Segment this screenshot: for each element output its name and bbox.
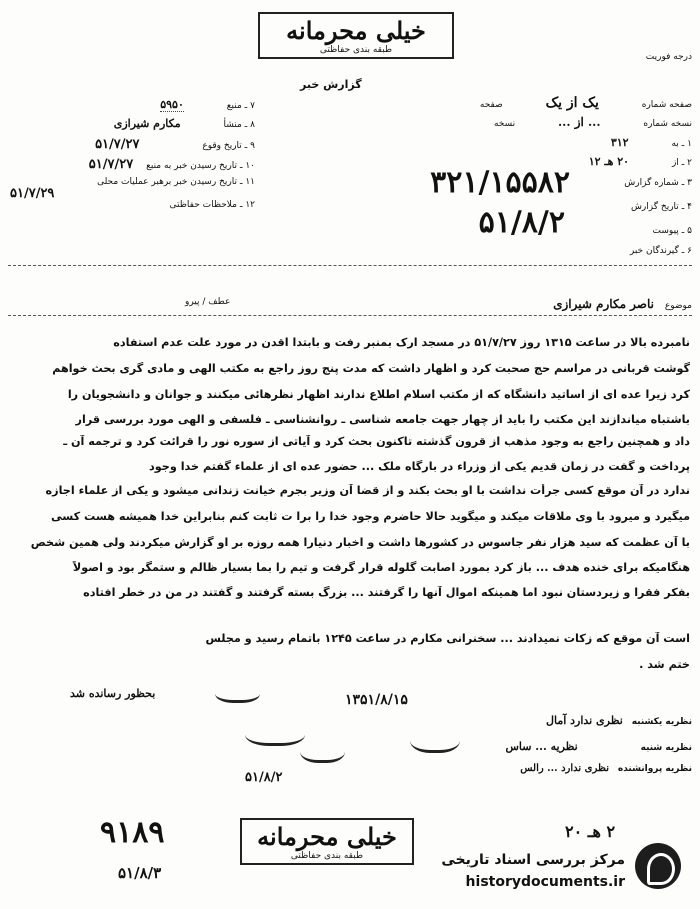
top-stamp-title: خیلی محرمانه — [286, 16, 426, 45]
archive-logo-icon — [635, 843, 681, 889]
opinion-row — [546, 714, 692, 727]
body-line: ختم شد . — [639, 658, 690, 671]
signature-2 — [300, 735, 345, 763]
bottom-classification-stamp — [240, 818, 414, 865]
handwritten-scribble — [215, 680, 260, 703]
report-date-value: ۵۱/۸/۲ — [478, 205, 565, 240]
reference-label: عطف / پیرو — [185, 297, 231, 307]
top-classification-stamp — [258, 12, 454, 59]
field-source-receipt-date — [89, 157, 255, 172]
body-line: ندارد در آن موقع کسی جرأت نداشت با او بحث بکند و از قضا آن وزیر بجرم خیانت زندانی میشود و یکی از علماء اجازه — [45, 484, 690, 497]
field-local-receipt-date — [97, 177, 255, 187]
field-value: ۲۰ هـ ۱۲ — [588, 155, 630, 168]
field-copy-number — [494, 115, 692, 129]
body-line: نامبرده بالا در ساعت ۱۳۱۵ روز ۵۱/۷/۲۷ در مسجد ارک بمنبر رفت و بابتدا اقدن در مورد علت عدم استفاده — [113, 336, 690, 349]
field-source — [160, 98, 255, 111]
field-occurrence-date — [95, 137, 255, 152]
opinion-row — [520, 763, 692, 774]
opinion-label: نظریه یکشنبه — [631, 717, 692, 727]
subject-divider — [8, 315, 692, 316]
field-suffix: نسخه — [493, 119, 516, 129]
field-label: ۶ ـ گیرندگان خبر — [629, 246, 692, 256]
field-label: ۱ ـ به — [671, 139, 692, 149]
body-line: داد و همچنین راجع به وجود مذهب از قرون گذشته تاکنون بحث کرد و آیاتی از سوره نور را قرائت کرد و ترجمه آن ـ — [63, 435, 690, 448]
opinion-label: نظریه شنبه — [640, 743, 692, 753]
field-label: ۱۲ ـ ملاحظات حفاظتی — [169, 200, 255, 210]
body-line: باشتباه میاندازند این مکتب را باید از چهار جهت جامعه شناسی ـ روانشناسی ـ فلسفی و الهی مورد بررسی قرار — [75, 413, 690, 426]
field-value: ۵۱/۷/۲۷ — [88, 157, 134, 172]
handwritten-date: ۱۳۵۱/۸/۱۵ — [345, 692, 408, 708]
field-label: ۷ ـ منبع — [226, 101, 255, 111]
watermark-name: مرکز بررسی اسناد تاریخی — [441, 852, 625, 868]
body-line: میگیرد و میرود با وی ملاقات میکند و میگوید حالا حاضرم وجود خدا را برا ت ثابت کنم بنابراین خدا همیشه هست کسی — [50, 510, 690, 523]
body-line: کرد زیرا عده ای از اساتید دانشگاه که از مکتب اسلام اطلاع ندارند اظهار نظرهائی میکنند و جوانان و دانشجویان را — [67, 388, 690, 401]
bottom-stamp-title: خیلی محرمانه — [257, 822, 397, 851]
body-line: است آن موقع که زکات نمیدادند ... سخنرانی مکارم در ساعت ۱۲۴۵ باتمام رسید و مجلس — [205, 632, 690, 645]
signature-3 — [410, 722, 460, 753]
field-label: ۸ ـ منشأ — [223, 120, 255, 130]
body-line: با آن عظمت که سید هزار نفر جاسوس در کشورها داشت و اخبار دنیارا همه روزه بر او گزارش میکردند ولی همین شخص — [30, 536, 690, 549]
field-recipients — [630, 246, 692, 256]
watermark-url: historydocuments.ir — [465, 874, 625, 890]
field-page-number — [480, 95, 692, 111]
field-security-notes — [170, 200, 255, 210]
field-value: ۵۱/۷/۲۷ — [95, 137, 140, 152]
body-line: پرداخت و گفت در زمان قدیم یکی از وزراء در بارگاه ملک ... حضور عده ای از علماء گفتم خدا وجود — [149, 460, 690, 473]
opinion-row — [505, 740, 692, 753]
bottom-code: ۲ هـ ۲۰ — [565, 822, 616, 841]
priority-label: درجه فوریت — [645, 52, 692, 62]
field-value: مکارم شیرازی — [113, 117, 181, 130]
opinion-value: نظری ندارد آمال — [546, 714, 623, 727]
field-report-date — [631, 202, 692, 212]
opinion-value: نظریه ... ساس — [505, 740, 578, 753]
field-value: ... از ... — [557, 115, 601, 129]
signature-1 — [245, 718, 305, 746]
report-title: گزارش خبر — [300, 78, 362, 91]
signature-date: ۵۱/۸/۲ — [245, 770, 283, 785]
field-report-number — [624, 178, 692, 188]
field-to — [611, 136, 692, 149]
field-label: نسخه شماره — [643, 119, 692, 129]
body-line: گوشت قربانی در مراسم حج صحبت کرد و اظهار داشت که مدت پنج روز راجع به مکتب الهی و مادی گری بحث خواهم — [52, 362, 690, 375]
handwritten-note: بحظور رسانده شد — [70, 687, 156, 700]
field-from — [589, 155, 692, 168]
body-line: هنگامیکه برای خنده هدف ... باز کرد بمورد اصابت گلوله قرار گرفت و تیم را بما بسیار ظالم و ستمگر بود و اصولاً — [72, 561, 690, 574]
field-origin — [114, 117, 255, 130]
field-label: ۱۰ ـ تاریخ رسیدن خبر به منبع — [146, 161, 255, 171]
field-label: ۵ ـ پیوست — [652, 226, 692, 236]
field-label: ۴ ـ تاریخ گزارش — [630, 202, 692, 212]
field-label: ۹ ـ تاریخ وقوع — [202, 141, 255, 151]
field-value: یک از یک — [545, 95, 599, 111]
local-receipt-date-value: ۵۱/۷/۲۹ — [10, 186, 55, 201]
bottom-stamp-subtitle: طبقه بندی حفاظتی — [290, 851, 364, 861]
field-label: صفحه شماره — [641, 100, 692, 110]
top-stamp-subtitle: طبقه بندی حفاظتی — [319, 45, 393, 55]
subject-value: ناصر مکارم شیرازی — [553, 297, 654, 311]
field-label: ۱۱ ـ تاریخ رسیدن خبر برهبر عملیات محلی — [97, 177, 255, 187]
body-line: بفکر فقرا و زیردستان نبود اما همینکه اموال آنها را گرفتند ... بزرگ بسته گرفتند و گفتند در من در خطر افتاده — [83, 586, 690, 599]
subject-label: موضوع — [664, 301, 692, 311]
field-attachment — [653, 226, 692, 236]
field-label: ۲ ـ از — [671, 158, 692, 168]
report-number-value: ۳۲۱/۱۵۵۸۲ — [430, 165, 570, 200]
field-label: ۳ ـ شماره گزارش — [624, 178, 692, 188]
bottom-number: ۹۱۸۹ — [100, 815, 165, 850]
bottom-date: ۵۱/۸/۳ — [118, 864, 162, 882]
opinion-label: نظریه پروانشنده — [617, 764, 692, 774]
field-suffix: صفحه — [479, 100, 503, 110]
opinion-value: نظری ندارد ... رالس — [520, 763, 610, 774]
field-value: ۵۹۵۰ — [160, 98, 184, 111]
subject-row — [553, 297, 692, 311]
field-value: ۳۱۲ — [610, 136, 629, 149]
header-divider — [8, 265, 692, 266]
